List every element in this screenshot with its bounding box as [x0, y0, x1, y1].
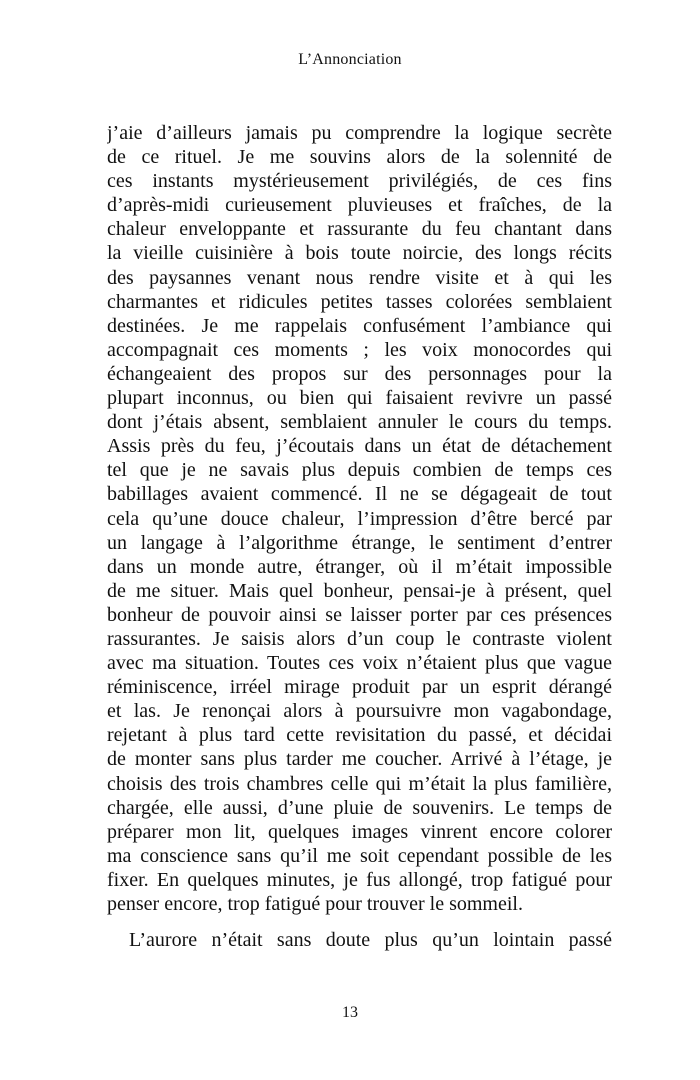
- text-line: avec ma situation. Toutes ces voix n’étaient plus que vague: [107, 652, 612, 675]
- text-line: fixer. En quelques minutes, je fus allongé, trop fatigué pour: [107, 868, 612, 891]
- text-line: destinées. Je me rappelais confusément l’ambiance qui: [107, 314, 612, 337]
- text-line: charmantes et ridicules petites tasses colorées semblaient: [107, 290, 612, 313]
- text-line: d’après-midi curieusement pluvieuses et fraîches, de la: [107, 194, 612, 217]
- text-line: des paysannes venant nous rendre visite et à qui les: [107, 266, 612, 289]
- text-line: plupart inconnus, ou bien qui faisaient revivre un passé: [107, 387, 612, 410]
- text-line: préparer mon lit, quelques images vinrent encore colorer: [107, 820, 612, 843]
- text-line: rejetant à plus tard cette revisitation du passé, et décidai: [107, 724, 612, 747]
- text-line: réminiscence, irréel mirage produit par un esprit dérangé: [107, 676, 612, 699]
- text-line: de monter sans plus tarder me coucher. Arrivé à l’étage, je: [107, 748, 612, 771]
- text-line: chaleur enveloppante et rassurante du feu chantant dans: [107, 218, 612, 241]
- text-line: un langage à l’algorithme étrange, le sentiment d’entrer: [107, 531, 612, 554]
- text-line: de ce rituel. Je me souvins alors de la solennité de: [107, 146, 612, 169]
- text-line: dans un monde autre, étranger, où il m’était impossible: [107, 555, 612, 578]
- page-number: 13: [342, 1004, 358, 1021]
- text-line: tel que je ne savais plus depuis combien de temps ces: [107, 459, 612, 482]
- paragraph-2: [107, 928, 612, 952]
- text-line: L’aurore n’était sans doute plus qu’un lointain passé: [129, 929, 612, 952]
- text-line: Assis près du feu, j’écoutais dans un état de détachement: [107, 435, 612, 458]
- text-line: choisis des trois chambres celle qui m’était la plus familière,: [107, 772, 612, 795]
- text-line: ces instants mystérieusement privilégiés, de ces fins: [107, 170, 612, 193]
- text-line: accompagnait ces moments ; les voix monocordes qui: [107, 338, 612, 361]
- running-header-title: L’Annonciation: [298, 51, 402, 68]
- text-line: échangeaient des propos sur des personnages pour la: [107, 362, 612, 385]
- body-text: [107, 121, 612, 952]
- text-line: de me situer. Mais quel bonheur, pensai-je à présent, quel: [107, 579, 612, 602]
- paragraph-1: [107, 121, 612, 916]
- text-line: dont j’étais absent, semblaient annuler le cours du temps.: [107, 411, 612, 434]
- text-line: babillages avaient commencé. Il ne se dégageait de tout: [107, 483, 612, 506]
- text-line: bonheur de pouvoir ainsi se laisser porter par ces présences: [107, 603, 612, 626]
- text-line: ma conscience sans qu’il me soit cependant possible de les: [107, 844, 612, 867]
- text-line: et las. Je renonçai alors à poursuivre mon vagabondage,: [107, 700, 612, 723]
- text-line: penser encore, trop fatigué pour trouver le sommeil.: [107, 893, 523, 915]
- text-line: j’aie d’ailleurs jamais pu comprendre la logique secrète: [107, 122, 612, 144]
- text-line: cela qu’une douce chaleur, l’impression d’être bercé par: [107, 507, 612, 530]
- text-line: rassurantes. Je saisis alors d’un coup le contraste violent: [107, 627, 612, 650]
- text-line: la vieille cuisinière à bois toute noircie, des longs récits: [107, 242, 612, 265]
- text-line: chargée, elle aussi, d’une pluie de souvenirs. Le temps de: [107, 796, 612, 819]
